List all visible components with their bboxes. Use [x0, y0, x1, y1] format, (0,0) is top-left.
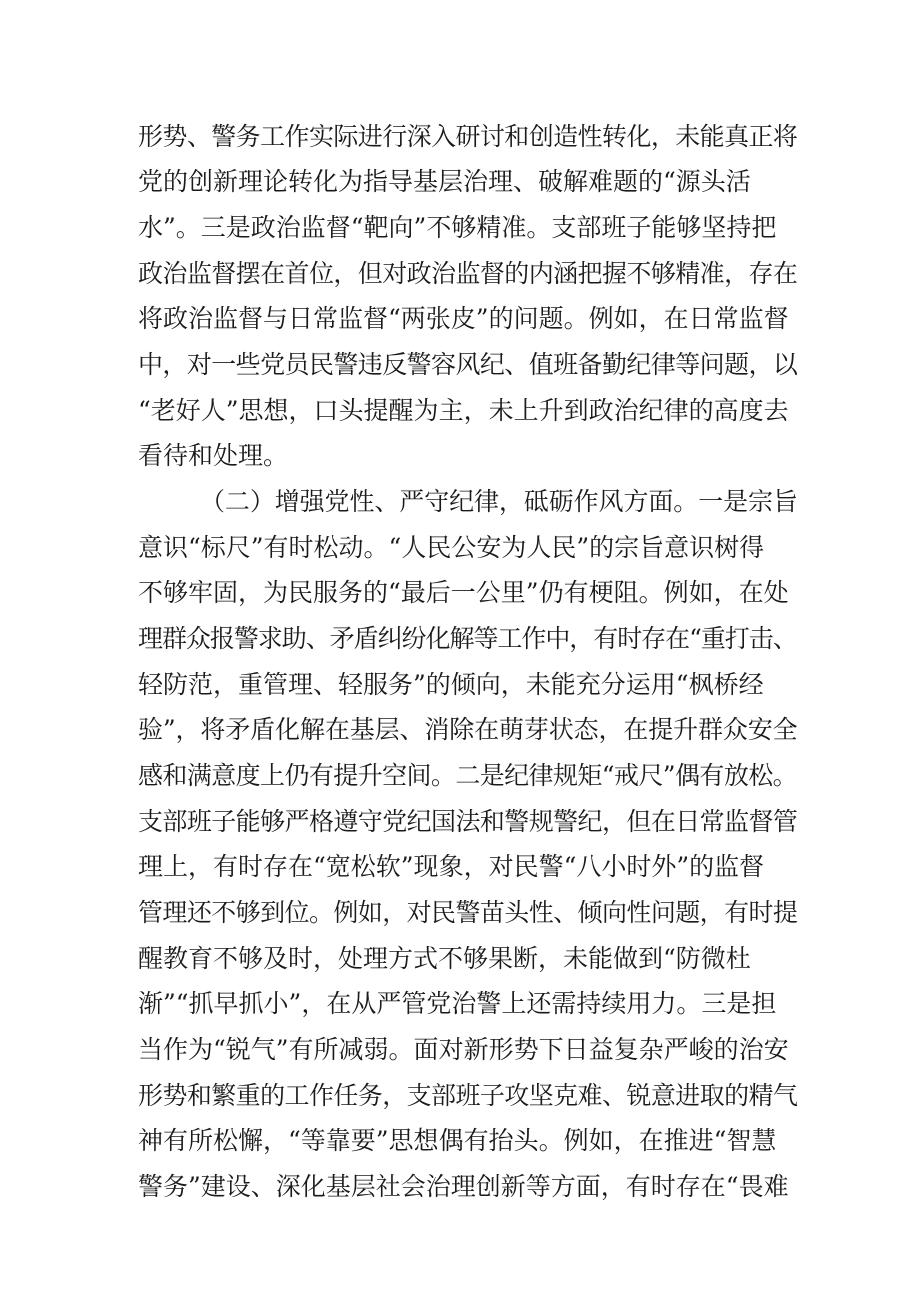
- text-line: 支部班子能够严格遵守党纪国法和警规警纪，但在日常监督管: [138, 807, 798, 836]
- text-line: 不够牢固，为民服务的“最后一公里”仍有梗阻。例如，在处: [138, 578, 789, 607]
- text-line: 管理还不够到位。例如，对民警苗头性、倾向性问题，有时提: [138, 898, 798, 927]
- text-line: 形势、警务工作实际进行深入研讨和创造性转化，未能真正将: [138, 122, 798, 151]
- text-line: 渐”“抓早抓小”，在从严管党治警上还需持续用力。三是担: [138, 989, 777, 1018]
- text-line: 看待和处理。: [138, 441, 289, 470]
- text-line: 轻防范，重管理、轻服务”的倾向，未能充分运用“枫桥经: [138, 670, 764, 699]
- text-line: “老好人”思想，口头提醒为主，未上升到政治纪律的高度去: [138, 396, 789, 425]
- text-line: 意识“标尺”有时松动。“人民公安为人民”的宗旨意识树得: [138, 533, 765, 562]
- text-line: 政治监督摆在首位，但对政治监督的内涵把握不够精准，存在: [138, 259, 798, 288]
- text-line: 中，对一些党员民警违反警容风纪、值班备勤纪律等问题，以: [138, 350, 798, 379]
- text-line: 理群众报警求助、矛盾纠纷化解等工作中，有时存在“重打击、: [138, 624, 797, 653]
- text-line: 神有所松懈，“等靠要”思想偶有抬头。例如，在推进“智慧: [138, 1126, 777, 1155]
- text-line: 理上，有时存在“宽松软”现象，对民警“八小时外”的监督: [138, 852, 765, 881]
- text-line: 验”，将矛盾化解在基层、消除在萌芽状态，在提升群众安全: [138, 715, 798, 744]
- text-line: 形势和繁重的工作任务，支部班子攻坚克难、锐意进取的精气: [138, 1081, 798, 1110]
- text-line: 水”。三是政治监督“靶向”不够精准。支部班子能够坚持把: [138, 213, 777, 242]
- text-line: 警务”建设、深化基层社会治理创新等方面，有时存在“畏难: [138, 1172, 789, 1201]
- section-heading-line: （二）增强党性、严守纪律，砥砺作风方面。一是宗旨: [200, 487, 798, 516]
- text-line: 党的创新理论转化为指导基层治理、破解难题的“源头活: [138, 167, 751, 196]
- text-line: 醒教育不够及时，处理方式不够果断，未能做到“防微杜: [138, 944, 751, 973]
- text-line: 将政治监督与日常监督“两张皮”的问题。例如，在日常监督: [138, 304, 789, 333]
- text-line: 感和满意度上仍有提升空间。二是纪律规矩“戒尺”偶有放松。: [138, 761, 798, 790]
- text-line: 当作为“锐气”有所减弱。面对新形势下日益复杂严峻的治安: [138, 1035, 789, 1064]
